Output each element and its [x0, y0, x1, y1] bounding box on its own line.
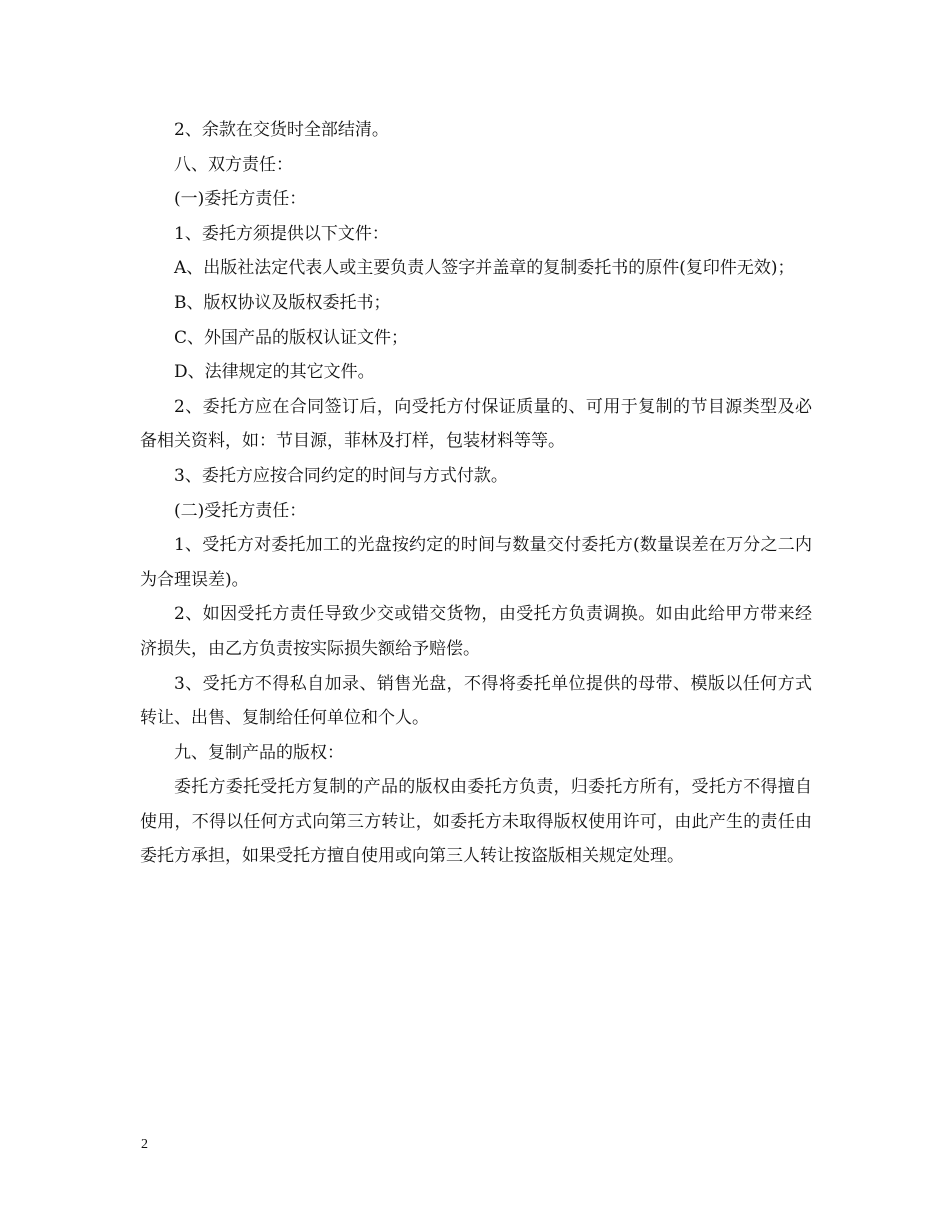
subheading-contractor-responsibilities: (二)受托方责任：: [174, 500, 307, 521]
paragraph-item-a: A、出版社法定代表人或主要负责人签字并盖章的复制委托书的原件(复印件无效)；: [174, 258, 795, 279]
paragraph-contractor-prohibitions: 3、受托方不得私自加录、销售光盘，不得将委托单位提供的母带、模版以任何方式转让、出售、复制给任何单位和个人。: [140, 673, 812, 729]
page-number: 2: [141, 1137, 148, 1152]
paragraph-client-documents: 1、委托方须提供以下文件：: [174, 223, 389, 244]
paragraph-client-payment: 3、委托方应按合同约定的时间与方式付款。: [174, 465, 508, 486]
heading-product-copyright: 九、复制产品的版权：: [174, 742, 344, 763]
heading-mutual-responsibilities: 八、双方责任：: [174, 154, 293, 175]
paragraph-client-materials: 2、委托方应在合同签订后，向受托方付保证质量的、可用于复制的节目源类型及必备相关资料，如：节目源，菲林及打样，包装材料等等。: [140, 396, 812, 452]
subheading-client-responsibilities: (一)委托方责任：: [174, 189, 307, 210]
paragraph-copyright-terms: 委托方委托受托方复制的产品的版权由委托方负责，归委托方所有，受托方不得擅自使用，不得以任何方式向第三方转让，如委托方未取得版权使用许可，由此产生的责任由委托方承担，如果受托方擅自使用或向第三人转让按盗版相关规定处理。: [140, 777, 812, 867]
paragraph-contractor-replacement: 2、如因受托方责任导致少交或错交货物，由受托方负责调换。如由此给甲方带来经济损失，由乙方负责按实际损失额给予赔偿。: [140, 604, 812, 659]
paragraph-item-c: C、外国产品的版权认证文件；: [174, 327, 409, 348]
paragraph-item-b: B、版权协议及版权委托书；: [174, 292, 391, 313]
paragraph-item-d: D、法律规定的其它文件。: [174, 362, 375, 383]
document-body: [140, 113, 812, 874]
paragraph-balance-payment: 2、余款在交货时全部结清。: [174, 120, 389, 140]
paragraph-contractor-delivery: 1、受托方对委托加工的光盘按约定的时间与数量交付委托方(数量误差在万分之二内为合理误差)。: [140, 535, 812, 590]
